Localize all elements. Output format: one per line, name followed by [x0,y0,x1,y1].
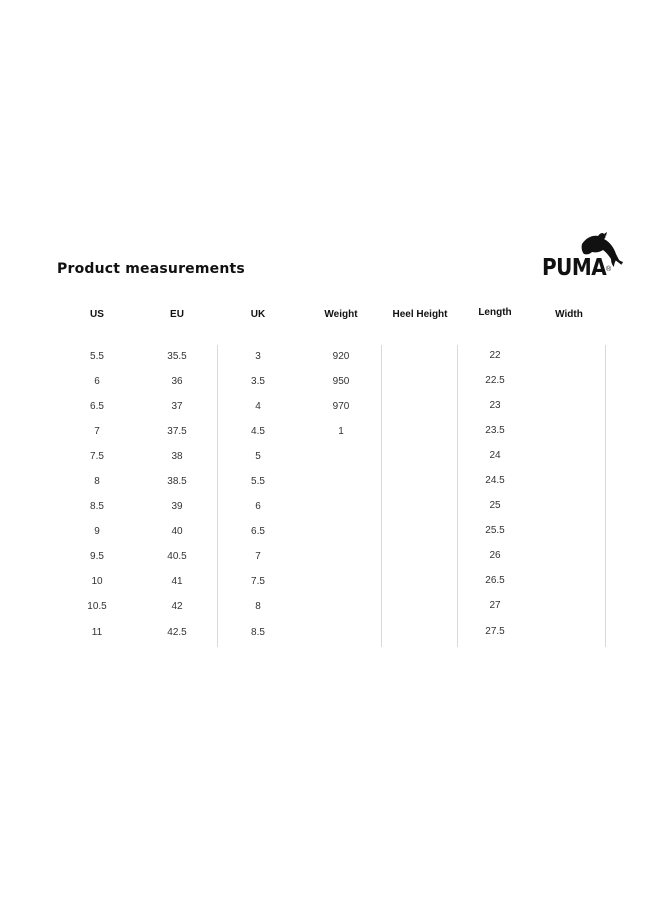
cell-eu: 37 [171,401,183,412]
cell-us: 10 [91,576,103,587]
cell-uk: 8 [255,601,261,612]
cell-us: 6.5 [90,401,104,412]
column-header-heel-height: Heel Height [392,309,448,320]
cell-eu: 38.5 [167,476,187,487]
cell-us: 7 [94,426,100,437]
column-divider [605,345,606,647]
cell-weight: 970 [332,401,350,412]
cell-length: 27.5 [485,626,505,637]
cell-us: 7.5 [90,451,104,462]
cell-uk: 5 [255,451,261,462]
column-header-length: Length [478,307,512,318]
column-header-uk: UK [250,309,266,320]
column-header-weight: Weight [324,309,358,320]
cell-length: 25.5 [485,525,505,536]
cell-weight: 1 [338,426,344,437]
cell-uk: 6.5 [251,526,265,537]
cell-length: 23.5 [485,425,505,436]
page-title: Product measurements [57,261,245,277]
cell-uk: 4.5 [251,426,265,437]
cell-us: 8.5 [90,501,104,512]
brand-logo-text: PUMA [542,253,607,281]
cell-us: 8 [94,476,100,487]
size-chart-table [57,305,627,650]
cell-uk: 3.5 [251,376,265,387]
cell-uk: 4 [255,401,261,412]
cell-uk: 3 [255,351,261,362]
cell-us: 9 [94,526,100,537]
cell-eu: 38 [171,451,183,462]
cell-uk: 5.5 [251,476,265,487]
cell-us: 11 [91,627,103,638]
cell-uk: 7.5 [251,576,265,587]
cell-eu: 41 [171,576,183,587]
cell-eu: 35.5 [167,351,187,362]
cell-length: 25 [489,500,501,511]
cell-eu: 36 [171,376,183,387]
cell-eu: 40 [171,526,183,537]
cell-length: 26.5 [485,575,505,586]
cell-us: 9.5 [90,551,104,562]
column-header-us: US [90,309,104,320]
column-header-eu: EU [170,309,184,320]
cell-length: 24 [489,450,501,461]
cell-uk: 6 [255,501,261,512]
cell-length: 22 [489,350,501,361]
cell-us: 10.5 [87,601,107,612]
column-header-width: Width [555,309,583,320]
brand-logo [540,232,624,280]
cell-eu: 39 [171,501,183,512]
cell-length: 26 [489,550,501,561]
cell-uk: 7 [255,551,261,562]
cell-eu: 42.5 [167,627,187,638]
cell-eu: 37.5 [167,426,187,437]
cell-weight: 920 [332,351,350,362]
cell-length: 23 [489,400,501,411]
cell-length: 24.5 [485,475,505,486]
cell-uk: 8.5 [251,627,265,638]
registered-mark: ® [606,266,612,273]
cell-eu: 40.5 [167,551,187,562]
cell-eu: 42 [171,601,183,612]
cell-us: 6 [94,376,100,387]
cell-length: 22.5 [485,375,505,386]
cell-weight: 950 [332,376,350,387]
cell-us: 5.5 [90,351,104,362]
cell-length: 27 [489,600,501,611]
column-divider [381,345,382,647]
